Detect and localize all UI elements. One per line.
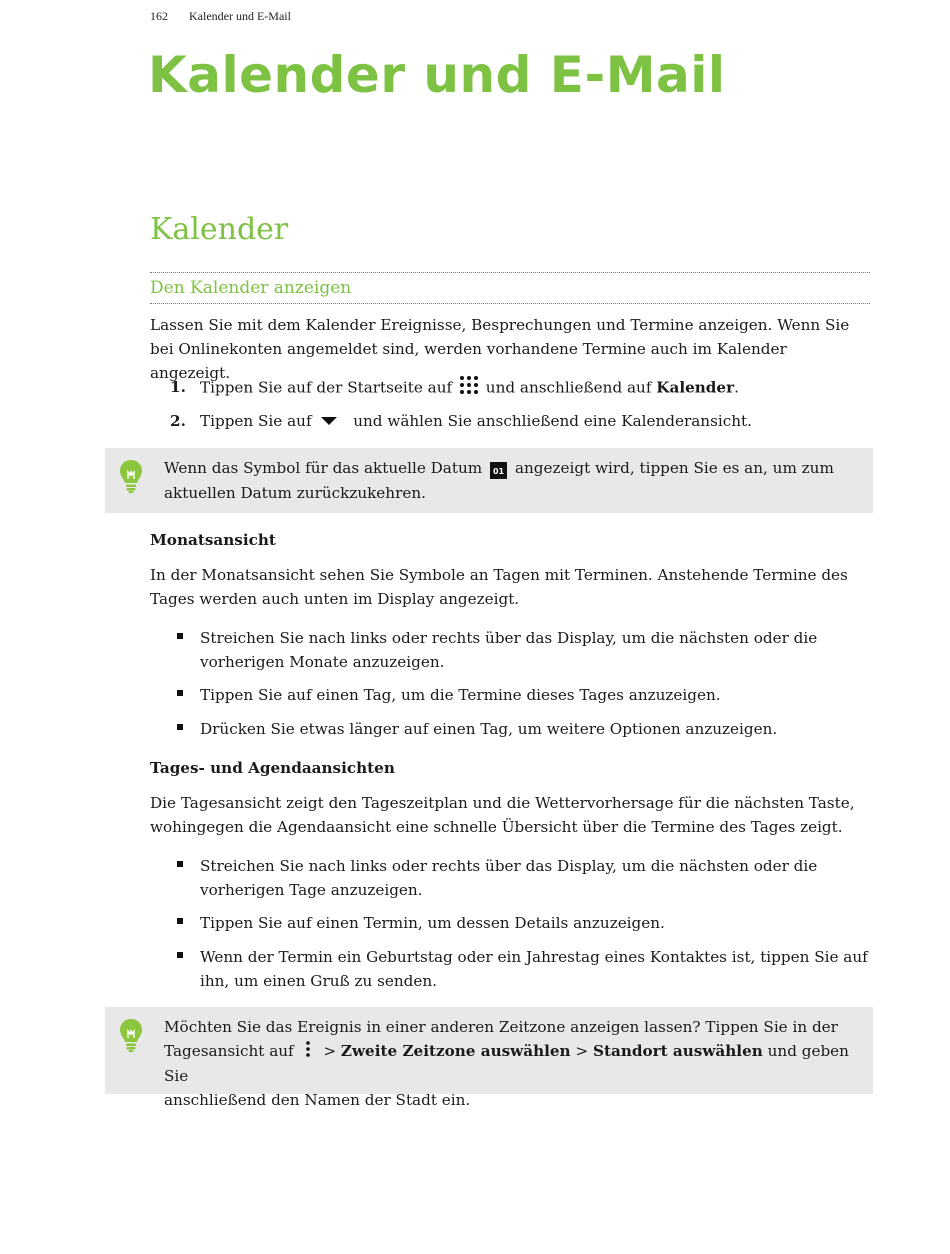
calendar-today-icon-label: 01 (490, 462, 507, 479)
step-number: 1. (170, 378, 186, 396)
month-view-paragraph: In der Monatsansicht sehen Sie Symbole an Tagen mit Terminen. Anstehende Termine des Tages werden auch unten im Display angezeigt. (150, 566, 848, 608)
list-item: Drücken Sie etwas länger auf einen Tag, um weitere Optionen anzuzeigen. (200, 720, 778, 738)
bullet-marker (177, 690, 183, 696)
apps-grid-icon (459, 375, 479, 402)
chapter-title: Kalender und E-Mail (148, 46, 726, 104)
subsection-title: Den Kalender anzeigen (150, 278, 352, 298)
step-number: 2. (170, 412, 186, 430)
tip-text-part: Tagesansicht auf (164, 1042, 294, 1060)
lightbulb-icon (119, 459, 143, 497)
tip-text-line: anschließend den Namen der Stadt ein. (164, 1091, 471, 1109)
bullet-marker (177, 952, 183, 958)
list-item: Streichen Sie nach links oder rechts über das Display, um die nächsten oder die vorherigen Monate anzuzeigen. (200, 629, 818, 671)
bullet-marker (177, 633, 183, 639)
step-text: Tippen Sie auf (200, 412, 312, 430)
tip-text (164, 456, 864, 505)
tip-text-line: Möchten Sie das Ereignis in einer anderen Zeitzone anzeigen lassen? Tippen Sie in der (164, 1018, 838, 1036)
menu-path-separator: > (323, 1042, 337, 1060)
step-end: . (734, 378, 739, 397)
tip-text (164, 1015, 864, 1112)
tip-text-part: angezeigt wird, tippen Sie es an, um zum aktuellen Datum zurückzukehren. (164, 459, 834, 502)
dropdown-arrow-icon (320, 410, 338, 434)
day-view-heading: Tages- und Agendaansichten (150, 759, 395, 777)
list-item: Wenn der Termin ein Geburtstag oder ein Jahrestag eines Kontaktes ist, tippen Sie auf ihn, um einen Gruß zu senden. (200, 948, 868, 990)
list-item: Tippen Sie auf einen Tag, um die Termine dieses Tages anzuzeigen. (200, 686, 721, 704)
step-text: und anschließend auf (485, 378, 652, 397)
tip-box (105, 448, 873, 513)
list-item: Tippen Sie auf einen Termin, um dessen Details anzuzeigen. (200, 914, 665, 932)
month-view-heading: Monatsansicht (150, 531, 276, 549)
more-vertical-icon (305, 1040, 311, 1064)
tip-text-part: Wenn das Symbol für das aktuelle Datum (164, 459, 483, 477)
step-item (200, 409, 870, 434)
bullet-marker (177, 861, 183, 867)
tip-text-part: und geben Sie (164, 1042, 849, 1085)
page-number: 162 (150, 9, 168, 23)
lightbulb-icon (119, 1018, 143, 1056)
bullet-marker (177, 918, 183, 924)
step-text: und wählen Sie anschließend eine Kalenderansicht. (353, 412, 752, 430)
day-view-paragraph: Die Tagesansicht zeigt den Tageszeitplan und die Wettervorhersage für die nächsten Taste, wohingegen die Agendaansicht eine schnelle Übersicht über die Termine des Tages zeigt. (150, 794, 855, 836)
step-bold-text: Kalender (656, 378, 735, 397)
calendar-today-icon (490, 457, 507, 481)
bullet-marker (177, 724, 183, 730)
tip-box (105, 1007, 873, 1109)
menu-path-item: Zweite Zeitzone auswählen (340, 1042, 571, 1060)
menu-path-separator: > (575, 1042, 589, 1060)
step-item (200, 375, 870, 402)
running-title: Kalender und E-Mail (189, 9, 291, 23)
section-title: Kalender (150, 212, 289, 247)
step-text: Tippen Sie auf der Startseite auf (200, 378, 453, 397)
subsection-heading (150, 272, 870, 304)
menu-path-item: Standort auswählen (593, 1042, 763, 1060)
intro-paragraph: Lassen Sie mit dem Kalender Ereignisse, Besprechungen und Termine anzeigen. Wenn Sie bei Onlinekonten angemeldet sind, werden vorhandene Termine auch im Kalender angezeigt. (150, 316, 850, 382)
list-item: Streichen Sie nach links oder rechts über das Display, um die nächsten oder die vorherigen Tage anzuzeigen. (200, 857, 818, 899)
tip-text-line (164, 1039, 864, 1088)
running-header (150, 9, 291, 24)
